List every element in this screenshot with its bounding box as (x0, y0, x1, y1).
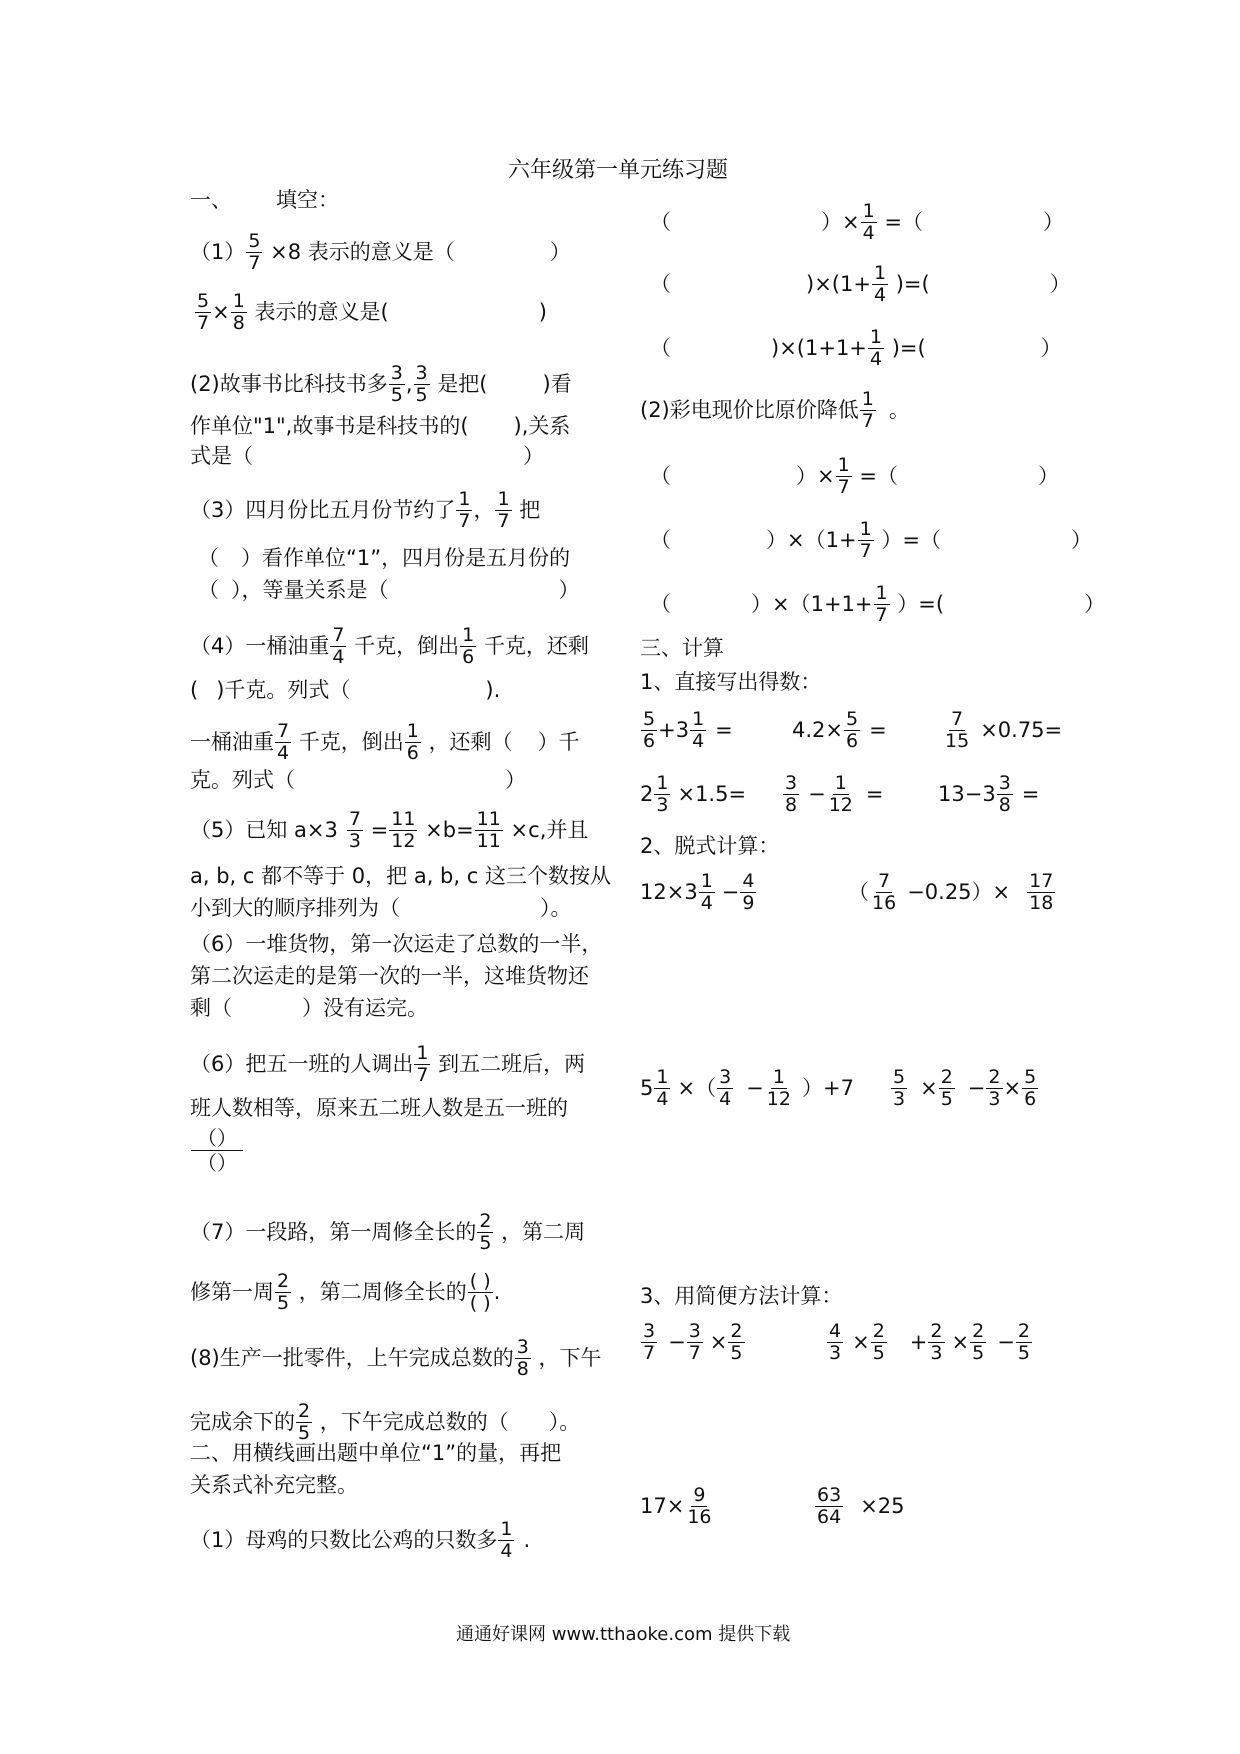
question-6b-line1: （6）把五一班的人调出 $\frac{1}{7}$ 到五二班后，两 (190, 1042, 586, 1087)
calc-1: $\frac{5}{6}$ +3 $\frac{1}{4}$ = (643, 708, 733, 753)
calc-3: $\frac{7}{15}$ ×0.75= (945, 708, 1063, 753)
simplify-calc-1: $\frac{3}{7}$ − $\frac{3}{7}$ × $\frac{2}{5}$ (643, 1320, 743, 1365)
question-6a-line2: 第二次运走的是第一次的一半，这堆货物还 (190, 964, 589, 988)
question-6b-answer-blank[interactable]: $\frac{()}{()}$ (190, 1128, 244, 1174)
question-6a-line3: 剩（ ）没有运完。 (190, 996, 428, 1020)
question-2-line2: 作单位"1",故事书是科技书的( ),关系 (190, 414, 571, 438)
question-2-line1: (2)故事书比科技书多 $\frac{3}{5}$ , $\frac{3}{5}$ 是把( )看 (190, 362, 572, 407)
stepwise-calc-4: $\frac{5}{3}$ × $\frac{2}{5}$ − $\frac{2}{3}$ × $\frac{5}{6}$ (893, 1066, 1037, 1111)
question-5-line3: 小到大的顺序排列为（ ）。 (190, 896, 572, 920)
relation-row-6: （ ）×（1+1+ $\frac{1}{7}$ ）=( ） (650, 582, 1106, 627)
section-3-part-2: 2、脱式计算： (640, 834, 780, 858)
section-2-line2: 关系式补充完整。 (190, 1473, 358, 1497)
stepwise-calc-3: 5 $\frac{1}{4}$ ×（ $\frac{3}{4}$ − $\frac{1}{12}$ ）+7 (640, 1066, 854, 1111)
question-1b: $\frac{5}{7}$ × $\frac{1}{8}$ 表示的意义是( ) (197, 290, 547, 335)
relation-row-4: （ ）× $\frac{1}{7}$ =（ ） (650, 454, 1059, 499)
question-6b-line2: 班人数相等，原来五二班人数是五一班的 (190, 1096, 568, 1120)
question-5-line2: a, b, c 都不等于 0，把 a, b, c 这三个数按从 (190, 864, 611, 888)
question-7-line1: （7）一段路，第一周修全长的 $\frac{2}{5}$ ，第二周 (190, 1210, 586, 1255)
question-4-line3: 一桶油重 $\frac{7}{4}$ 千克，倒出 $\frac{1}{6}$ ，还剩（ ）千 (190, 720, 580, 765)
section-2-question-1: （1）母鸡的只数比公鸡的只数多 $\frac{1}{4}$ . (190, 1518, 531, 1563)
relation-row-3: （ )×(1+1+ $\frac{1}{4}$ )=( ） (650, 326, 1062, 371)
stepwise-calc-2: （ $\frac{7}{16}$ −0.25）× $\frac{17}{18}$ (848, 870, 1054, 915)
section-2-line1: 二、用横线画出题中单位“1”的量，再把 (190, 1441, 562, 1465)
relation-row-5: （ ）×（1+ $\frac{1}{7}$ ）=（ ） (650, 518, 1092, 563)
section-3-part-1: 1、直接写出得数： (640, 670, 822, 694)
calc-6: 13−3 $\frac{3}{8}$ = (938, 772, 1040, 817)
calc-2: 4.2× $\frac{5}{6}$ = (792, 708, 887, 753)
calc-4: 2 $\frac{1}{3}$ ×1.5= (640, 772, 747, 817)
question-3-line1: （3）四月份比五月份节约了 $\frac{1}{7}$ ， $\frac{1}{7}$ 把 (190, 488, 541, 533)
question-4-line1: （4）一桶油重 $\frac{7}{4}$ 千克，倒出 $\frac{1}{6}$ 千克，还剩 (190, 624, 589, 669)
page-title: 六年级第一单元练习题 (508, 158, 729, 183)
question-2-line3: 式是（ ） (190, 444, 544, 468)
question-8-line1: (8)生产一批零件，上午完成总数的 $\frac{3}{8}$ ，下午 (190, 1336, 602, 1381)
simplify-calc-3: 17× $\frac{9}{16}$ (640, 1484, 712, 1529)
relation-row-2: （ )×(1+ $\frac{1}{4}$ )=( ） (650, 262, 1071, 307)
calc-5: $\frac{3}{8}$ − $\frac{1}{12}$ = (785, 772, 884, 817)
question-4-line2: ( )千克。列式（ ). (190, 678, 501, 702)
section-3-part-3: 3、用简便方法计算： (640, 1284, 843, 1308)
question-8-line2: 完成余下的 $\frac{2}{5}$ ，下午完成总数的（ ）。 (190, 1400, 581, 1445)
simplify-calc-2: $\frac{4}{3}$ × $\frac{2}{5}$ + $\frac{2}{3}$ × $\frac{2}{5}$ − $\frac{2}{5}$ (829, 1320, 1030, 1365)
stepwise-calc-1: 12×3 $\frac{1}{4}$ − $\frac{4}{9}$ (640, 870, 755, 915)
question-3-line3: （ ），等量关系是（ ） (198, 578, 580, 602)
page-footer: 通通好课网 www.tthaoke.com 提供下载 (456, 1624, 791, 1645)
section-3-title: 三、计算 (640, 636, 724, 660)
section-1-label: 填空： (276, 188, 339, 212)
question-6a-line1: （6）一堆货物，第一次运走了总数的一半， (190, 932, 603, 956)
section-1-number: 一、 (190, 188, 232, 212)
question-3-line2: （ ）看作单位“1”，四月份是五月份的 (198, 546, 571, 570)
relation-row-1: （ ）× $\frac{1}{4}$ =（ ） (650, 200, 1064, 245)
question-7-line2: 修第一周 $\frac{2}{5}$ ，第二周修全长的 $\frac{( )}{( )}$ . (190, 1270, 501, 1315)
simplify-calc-4: $\frac{63}{64}$ ×25 (817, 1484, 905, 1529)
question-2-price-drop: (2)彩电现价比原价降低 $\frac{1}{7}$ 。 (640, 388, 910, 433)
question-5-line1: （5）已知 a×3 $\frac{7}{3}$ = $\frac{11}{12}$ ×b= $\frac{11}{11}$ ×c,并且 (190, 808, 589, 853)
question-1a: （1） $\frac{5}{7}$ ×8 表示的意义是（ ） (190, 230, 571, 275)
question-7-answer-blank[interactable]: $\frac{( )}{( )}$ (469, 1270, 491, 1315)
question-4-line4: 克。列式（ ） (190, 768, 526, 792)
